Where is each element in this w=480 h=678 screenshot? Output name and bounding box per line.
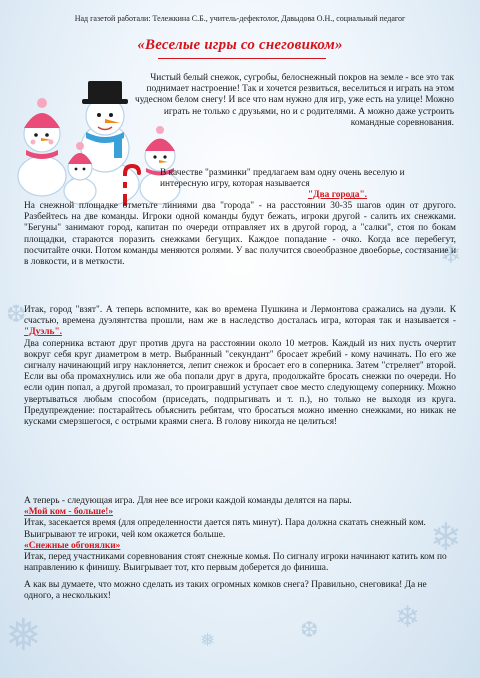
game3-text: Итак, засекается время (для определенности дается пять минут). Пара должна скатать снежный ком. Выигрывают те игроки, чей ком окажется больше.: [24, 518, 426, 540]
warmup-paragraph: [160, 168, 455, 202]
game3-title: «Мой ком - больше!»: [24, 507, 114, 518]
game4-text: Итак, перед участниками соревнования стоят снежные комья. По сигналу игроки начинают катить ком по направлению к финишу. Выигрывает тот, кто первым доберется до финиша.: [24, 552, 447, 574]
outro-section: [24, 580, 456, 602]
game2-title: "Дуэль".: [24, 327, 62, 338]
warmup-text: В качестве "разминки" предлагаем вам одну очень веселую и интересную игру, которая называется: [160, 168, 405, 190]
title-underline: [158, 58, 326, 59]
intro-paragraph: [118, 73, 454, 129]
game4-title: «Снежные обгонялки»: [24, 540, 121, 551]
snowflake-icon: ❄: [430, 515, 462, 559]
snowflake-icon: ❄: [440, 240, 462, 270]
game3-section: [24, 496, 456, 574]
outro-text: А как вы думаете, что можно сделать из таких огромных комков снега? Правильно, снеговика! Да не одного, а нескольких!: [24, 580, 427, 602]
game1-section: [24, 201, 456, 268]
snowflake-icon: ❄: [395, 600, 421, 635]
credit-line: Над газетой работали: Тележкина С.Б., учитель-дефектолог, Давыдова О.Н., социальный педагог: [74, 14, 406, 23]
snowflake-icon: ❅: [200, 630, 216, 651]
game2-text: Два соперника встают друг против друга на расстоянии около 10 метров. Каждый из них пусть очертит вокруг себя круг диаметром в метр. Выбранный "секундант" бросает жребий - кому начинать. По его же сигналу начинающий игру наклоняется, лепит снежок и бросает его в соперника. Затем "стреляет" второй. Если вы оба промахнулись или же оба попали друг в друга, продолжайте бросать снежки по очереди. Но если один попал, а другой промазал, то проигравший уступает свое место следующему сопернику. Можно увертываться любым способом (приседать, подпрыгивать и т. п.), но только не выходя из круга. Предупреждение: постарайтесь объяснить ребятам, что бросаться можно именно снежками, но никак не кусками смерзшегося, с острыми краями снега. В голову никогда не целиться!: [24, 338, 456, 428]
intro-text: Чистый белый снежок, сугробы, белоснежный покров на земле - все это так поднимает настроение! Так и хочется резвиться, веселиться и играть на этом чудесном белом снегу! И все что нам нужно для игр, уже есть на улице! Можно играть не только с друзьями, но и с родителями. А можно даже устроить командные соревнования.: [134, 73, 454, 128]
game1-text: На снежной площадке отметьте линиями два "города" - на расстоянии 30-35 шагов один от другого. Разбейтесь на две команды. Игроки одной команды будут бежать, игроки другой - салить их снежками. "Бегуны" занимают город, капитан по очереди отправляет их в другой город, а "салки", стоя по бокам площадки, стараются поразить снежками бегущих. Каждое попадание - очко. Когда все перебегут, посчитайте очки. Потом команды меняются ролями. У вас получится своеобразное двоеборье, состязание и в ловкости, и в меткости.: [24, 201, 456, 268]
snowflake-icon: ❆: [6, 300, 27, 328]
snowflake-icon: ❅: [5, 610, 42, 661]
game3-lead: А теперь - следующая игра. Для нее все игроки каждой команды делятся на пары.: [24, 496, 352, 506]
game2-section: [24, 305, 456, 428]
game2-lead: Итак, город "взят". А теперь вспомните, как во времена Пушкина и Лермонтова сражались на дуэли. К счастью, времена дуэлянтства прошли, нам же в наследство досталась игра, которая так и называется -: [24, 305, 456, 327]
game1-title: "Два города".: [307, 190, 368, 201]
page-title: «Веселые игры со снеговиком»: [137, 37, 343, 53]
snowflake-icon: ❆: [300, 618, 319, 643]
